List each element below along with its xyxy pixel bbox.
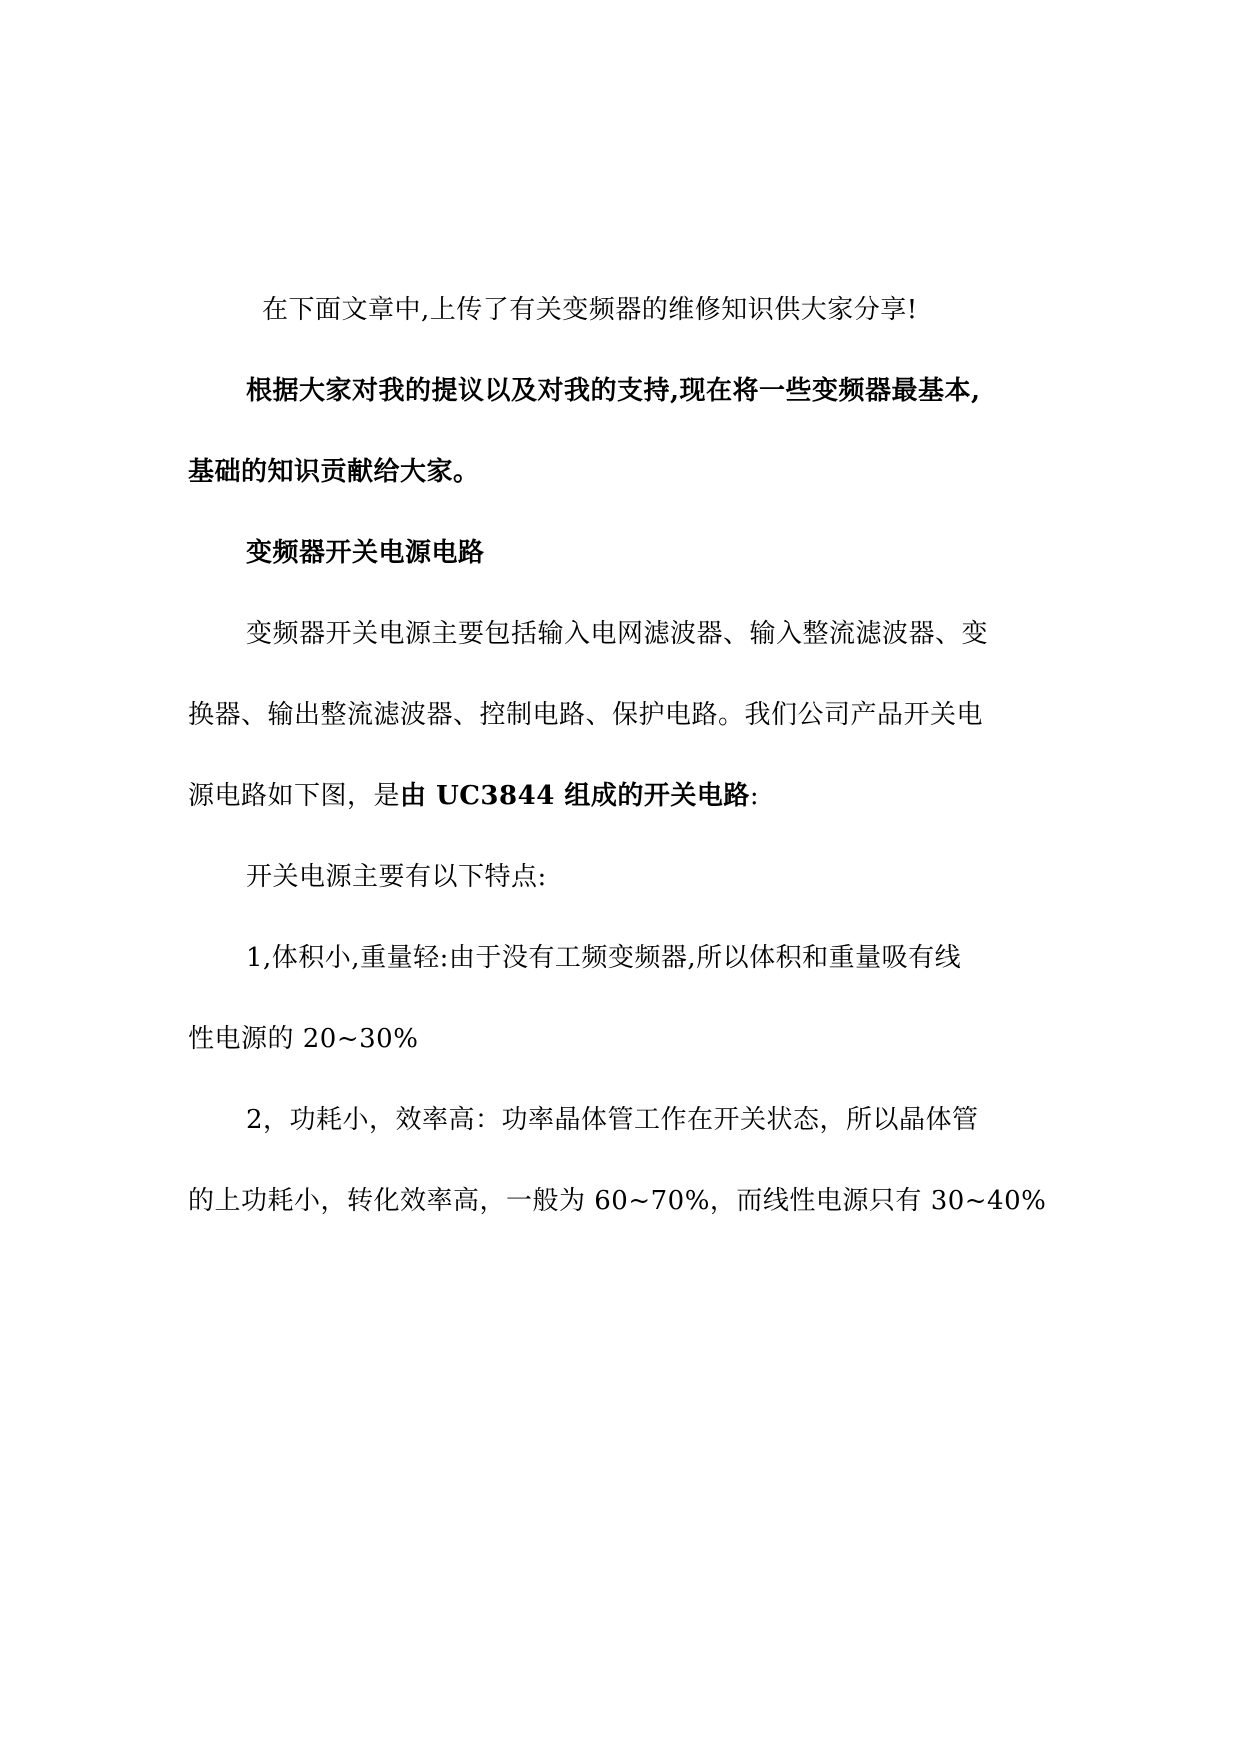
para2-line3-bold: 由 UC3844 组成的开关电路 — [400, 781, 750, 811]
intro-line: 在下面文章中,上传了有关变频器的维修知识供大家分享! — [262, 295, 918, 325]
feature1-line1: 1,体积小,重量轻:由于没有工频变频器,所以体积和重量吸有线 — [246, 943, 962, 973]
feature2-line1: 2，功耗小，效率高：功率晶体管工作在开关状态，所以晶体管 — [246, 1105, 979, 1135]
para2-line3-end: : — [749, 781, 760, 811]
para2-line3 — [188, 776, 1058, 816]
feature1-line2: 性电源的 20~30% — [188, 1024, 419, 1054]
feature2-line2: 的上功耗小，转化效率高，一般为 60~70%，而线性电源只有 30~40% — [188, 1186, 1047, 1216]
features-intro: 开关电源主要有以下特点: — [246, 862, 547, 892]
para1-line1: 根据大家对我的提议以及对我的支持,现在将一些变频器最基本, — [246, 376, 981, 406]
para1-line2: 基础的知识贡献给大家。 — [188, 457, 480, 487]
para2-line1: 变频器开关电源主要包括输入电网滤波器、输入整流滤波器、变 — [246, 619, 989, 649]
para2-line3-plain: 源电路如下图，是 — [188, 781, 401, 811]
section-heading: 变频器开关电源电路 — [246, 538, 485, 568]
document-body — [188, 290, 1058, 1221]
para2-line2: 换器、输出整流滤波器、控制电路、保护电路。我们公司产品开关电 — [188, 700, 984, 730]
